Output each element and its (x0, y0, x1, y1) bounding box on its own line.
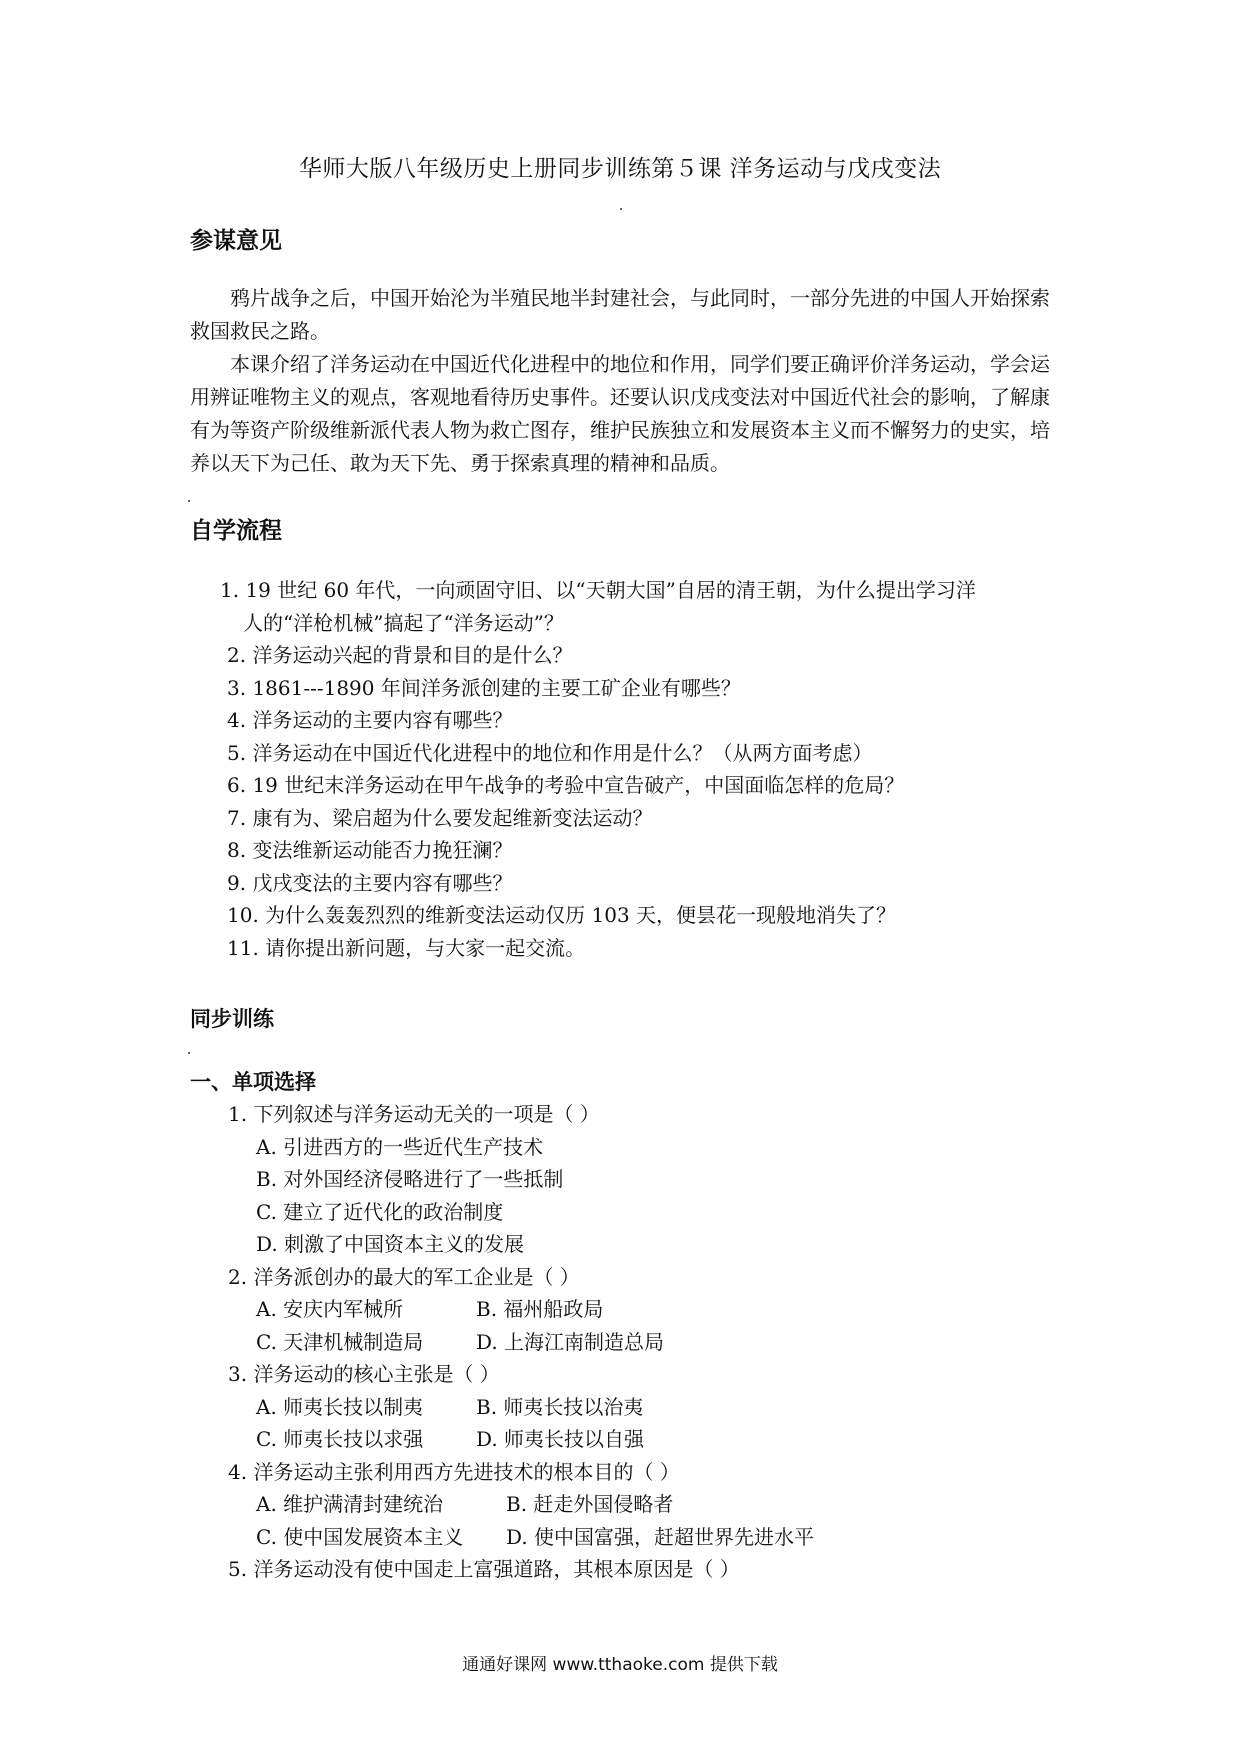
scan-speck (188, 1052, 190, 1054)
multiple-choice-list (228, 1098, 1048, 1586)
option-row (228, 1488, 1048, 1521)
selfstudy-question: 4. 洋务运动的主要内容有哪些？ (227, 708, 513, 732)
selfstudy-question: 9. 戊戌变法的主要内容有哪些？ (227, 870, 513, 895)
selfstudy-question-list (220, 574, 1080, 964)
option: B. 对外国经济侵略进行了一些抵制 (256, 1167, 564, 1191)
scan-speck (620, 208, 622, 210)
question-stem: 4. 洋务运动主张利用西方先进技术的根本目的（ ） (228, 1459, 680, 1484)
page-footer: 通通好课网 www.tthaoke.com 提供下载 (462, 1655, 778, 1675)
option: A. 师夷长技以制夷 (256, 1394, 424, 1419)
selfstudy-question: 8. 变法维新运动能否力挽狂澜？ (227, 838, 513, 862)
mc-question-2 (228, 1261, 1048, 1359)
selfstudy-question: 3. 1861---1890 年间洋务派创建的主要工矿企业有哪些？ (227, 675, 741, 700)
option: C. 天津机械制造局 (256, 1329, 424, 1354)
advice-paragraph-1: 鸦片战争之后，中国开始沦为半殖民地半封建社会，与此同时，一部分先进的中国人开始探索救国救民之路。 (190, 286, 1050, 343)
option: A. 引进西方的一些近代生产技术 (256, 1134, 544, 1159)
question-stem: 5. 洋务运动没有使中国走上富强道路，其根本原因是（ ） (228, 1557, 740, 1581)
question-text-continued: 人的“洋枪机械”搞起了“洋务运动”？ (243, 610, 564, 635)
advice-paragraph-2: 本课介绍了洋务运动在中国近代化进程中的地位和作用，同学们要正确评价洋务运动，学会运用辨证唯物主义的观点，客观地看待历史事件。还要认识戊戌变法对中国近代社会的影响，了解康有为等资产阶级维新派代表人物为救亡图存，维护民族独立和发展资本主义而不懈努力的史实，培养以天下为己任、敢为天下先、勇于探索真理的精神和品质。 (190, 352, 1050, 475)
mc-question-3 (228, 1358, 1048, 1456)
question-text: 1. 19 世纪 60 年代，一向顽固守旧、以“天朝大国”自居的清王朝，为什么提出学习洋 (220, 578, 976, 602)
question-stem: 1. 下列叙述与洋务运动无关的一项是（ ） (228, 1102, 600, 1126)
advice-heading: 参谋意见 (190, 228, 282, 254)
option-row (228, 1521, 1048, 1554)
question-stem: 3. 洋务运动的核心主张是（ ） (228, 1362, 500, 1386)
option: D. 师夷长技以自强 (476, 1427, 645, 1451)
option: A. 维护满清封建统治 (256, 1492, 444, 1516)
practice-heading: 同步训练 (190, 1007, 274, 1031)
selfstudy-question (220, 574, 1080, 639)
mc-question-4 (228, 1456, 1048, 1554)
option: B. 师夷长技以治夷 (476, 1394, 644, 1419)
selfstudy-question: 6. 19 世纪末洋务运动在甲午战争的考验中宣告破产，中国面临怎样的危局？ (227, 773, 905, 797)
option-row (228, 1423, 1048, 1456)
option: B. 赶走外国侵略者 (506, 1492, 674, 1516)
selfstudy-heading: 自学流程 (190, 518, 282, 544)
selfstudy-question: 7. 康有为、梁启超为什么要发起维新变法运动？ (227, 805, 653, 830)
option: A. 安庆内军械所 (256, 1297, 404, 1321)
selfstudy-question: 11. 请你提出新问题，与大家一起交流。 (227, 935, 586, 960)
option: B. 福州船政局 (476, 1297, 604, 1321)
selfstudy-question: 5. 洋务运动在中国近代化进程中的地位和作用是什么？（从两方面考虑） (227, 740, 873, 765)
practice-subheading: 一、单项选择 (190, 1070, 316, 1094)
mc-question-5 (228, 1553, 1048, 1586)
option: D. 刺激了中国资本主义的发展 (256, 1232, 525, 1256)
option: C. 建立了近代化的政治制度 (256, 1199, 504, 1224)
option-row (228, 1391, 1048, 1424)
selfstudy-question: 2. 洋务运动兴起的背景和目的是什么？ (227, 643, 573, 667)
option: C. 使中国发展资本主义 (256, 1524, 464, 1549)
option-row (228, 1326, 1048, 1359)
option-row (228, 1293, 1048, 1326)
mc-question-1 (228, 1098, 1048, 1261)
selfstudy-question: 10. 为什么轰轰烈烈的维新变法运动仅历 103 天，便昙花一现般地消失了？ (227, 903, 897, 927)
question-stem: 2. 洋务派创办的最大的军工企业是（ ） (228, 1264, 580, 1289)
option: D. 上海江南制造总局 (476, 1329, 665, 1354)
option: D. 使中国富强，赶超世界先进水平 (506, 1524, 815, 1549)
page-title: 华师大版八年级历史上册同步训练第５课 洋务运动与戊戌变法 (298, 156, 942, 182)
option: C. 师夷长技以求强 (256, 1427, 424, 1451)
scan-speck (188, 500, 190, 502)
